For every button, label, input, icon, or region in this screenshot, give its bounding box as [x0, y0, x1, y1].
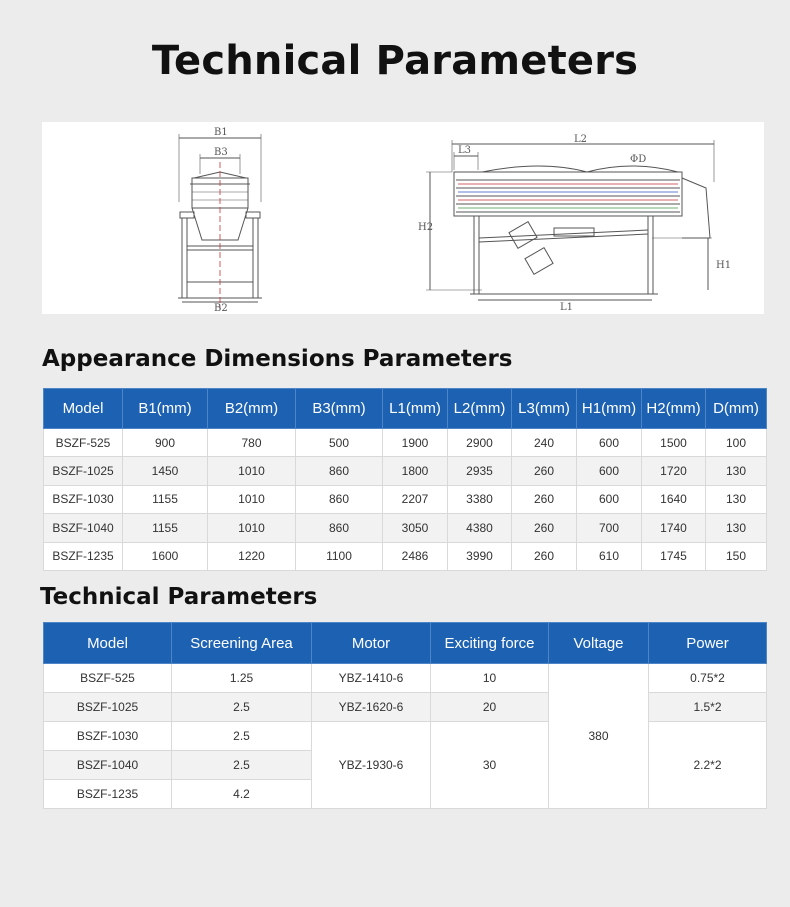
- table-cell: 2900: [448, 429, 512, 457]
- table-cell: 600: [577, 485, 642, 513]
- dimensions-table: [43, 388, 767, 571]
- table-cell: 1745: [642, 542, 706, 570]
- header-cell: B1(mm): [123, 389, 208, 429]
- table-row: [44, 722, 767, 751]
- table-row: [44, 542, 767, 570]
- table-cell: 2207: [383, 485, 448, 513]
- header-cell: Exciting force: [431, 623, 549, 664]
- technical-drawing: [42, 122, 764, 314]
- table-cell: 1740: [642, 514, 706, 542]
- table-cell: BSZF-1030: [44, 485, 123, 513]
- area-cell: 2.5: [172, 751, 312, 780]
- model-cell: BSZF-1025: [44, 693, 172, 722]
- table-cell: 150: [706, 542, 767, 570]
- table-cell: 900: [123, 429, 208, 457]
- table-cell: BSZF-1040: [44, 514, 123, 542]
- table-cell: 700: [577, 514, 642, 542]
- table-cell: 780: [208, 429, 296, 457]
- table-cell: 4380: [448, 514, 512, 542]
- l3-label: L3: [458, 145, 472, 156]
- model-cell: BSZF-1235: [44, 780, 172, 809]
- h1-label: H1: [716, 260, 732, 271]
- technical-table: [43, 622, 767, 809]
- header-cell: B2(mm): [208, 389, 296, 429]
- table-cell: 610: [577, 542, 642, 570]
- table-cell: 860: [296, 514, 383, 542]
- table-row: [44, 514, 767, 542]
- header-cell: H1(mm): [577, 389, 642, 429]
- header-cell: Voltage: [549, 623, 649, 664]
- table-cell: 260: [512, 457, 577, 485]
- table-cell: BSZF-1025: [44, 457, 123, 485]
- force-cell: 20: [431, 693, 549, 722]
- table-cell: 100: [706, 429, 767, 457]
- motor-cell: YBZ-1410-6: [312, 664, 431, 693]
- header-cell: Model: [44, 623, 172, 664]
- drawing-svg: [42, 122, 764, 314]
- area-cell: 2.5: [172, 722, 312, 751]
- page-title: Technical Parameters: [151, 38, 639, 84]
- table-cell: 600: [577, 429, 642, 457]
- table-cell: 1010: [208, 514, 296, 542]
- table-cell: 1600: [123, 542, 208, 570]
- table-cell: 500: [296, 429, 383, 457]
- motor-cell: YBZ-1930-6: [312, 722, 431, 809]
- table-cell: 1640: [642, 485, 706, 513]
- table-cell: 130: [706, 485, 767, 513]
- table-cell: 1720: [642, 457, 706, 485]
- power-cell: 2.2*2: [649, 722, 767, 809]
- model-cell: BSZF-1030: [44, 722, 172, 751]
- table-cell: 3050: [383, 514, 448, 542]
- table-row: [44, 693, 767, 722]
- header-cell: Power: [649, 623, 767, 664]
- force-cell: 10: [431, 664, 549, 693]
- technical-section-title: Technical Parameters: [40, 584, 318, 610]
- area-cell: 4.2: [172, 780, 312, 809]
- table-cell: BSZF-1235: [44, 542, 123, 570]
- table-cell: 2935: [448, 457, 512, 485]
- table-row: [44, 485, 767, 513]
- header-cell: L1(mm): [383, 389, 448, 429]
- table-cell: 1100: [296, 542, 383, 570]
- side-view: [426, 140, 714, 300]
- header-cell: H2(mm): [642, 389, 706, 429]
- h2-label: H2: [418, 222, 434, 233]
- l1-label: L1: [560, 302, 574, 313]
- table-cell: 1900: [383, 429, 448, 457]
- table-cell: 240: [512, 429, 577, 457]
- table-cell: 1155: [123, 514, 208, 542]
- header-cell: Model: [44, 389, 123, 429]
- table-cell: 1220: [208, 542, 296, 570]
- table-cell: 3380: [448, 485, 512, 513]
- table-cell: BSZF-525: [44, 429, 123, 457]
- table-cell: 2486: [383, 542, 448, 570]
- table-cell: 1155: [123, 485, 208, 513]
- power-cell: 0.75*2: [649, 664, 767, 693]
- header-cell: D(mm): [706, 389, 767, 429]
- l2-label: L2: [574, 134, 588, 145]
- header-cell: L2(mm): [448, 389, 512, 429]
- table-cell: 860: [296, 485, 383, 513]
- table-cell: 130: [706, 514, 767, 542]
- table-row: [44, 664, 767, 693]
- technical-header-row: [44, 623, 767, 664]
- b3-label: B3: [214, 147, 228, 158]
- header-cell: L3(mm): [512, 389, 577, 429]
- table-cell: 1450: [123, 457, 208, 485]
- table-row: [44, 457, 767, 485]
- header-cell: Motor: [312, 623, 431, 664]
- model-cell: BSZF-1040: [44, 751, 172, 780]
- table-cell: 260: [512, 542, 577, 570]
- table-cell: 600: [577, 457, 642, 485]
- dimensions-header-row: [44, 389, 767, 429]
- model-cell: BSZF-525: [44, 664, 172, 693]
- b2-label: B2: [214, 303, 228, 314]
- dimensions-section-title: Appearance Dimensions Parameters: [42, 346, 513, 372]
- motor-cell: YBZ-1620-6: [312, 693, 431, 722]
- force-cell: 30: [431, 722, 549, 809]
- table-cell: 1010: [208, 485, 296, 513]
- table-cell: 860: [296, 457, 383, 485]
- table-cell: 1010: [208, 457, 296, 485]
- area-cell: 1.25: [172, 664, 312, 693]
- table-row: [44, 429, 767, 457]
- d-label: ΦD: [630, 154, 647, 165]
- header-cell: B3(mm): [296, 389, 383, 429]
- table-cell: 260: [512, 514, 577, 542]
- table-cell: 1800: [383, 457, 448, 485]
- power-cell: 1.5*2: [649, 693, 767, 722]
- header-cell: Screening Area: [172, 623, 312, 664]
- table-cell: 130: [706, 457, 767, 485]
- area-cell: 2.5: [172, 693, 312, 722]
- voltage-cell: 380: [549, 664, 649, 809]
- table-cell: 3990: [448, 542, 512, 570]
- table-cell: 1500: [642, 429, 706, 457]
- table-cell: 260: [512, 485, 577, 513]
- b1-label: B1: [214, 127, 228, 138]
